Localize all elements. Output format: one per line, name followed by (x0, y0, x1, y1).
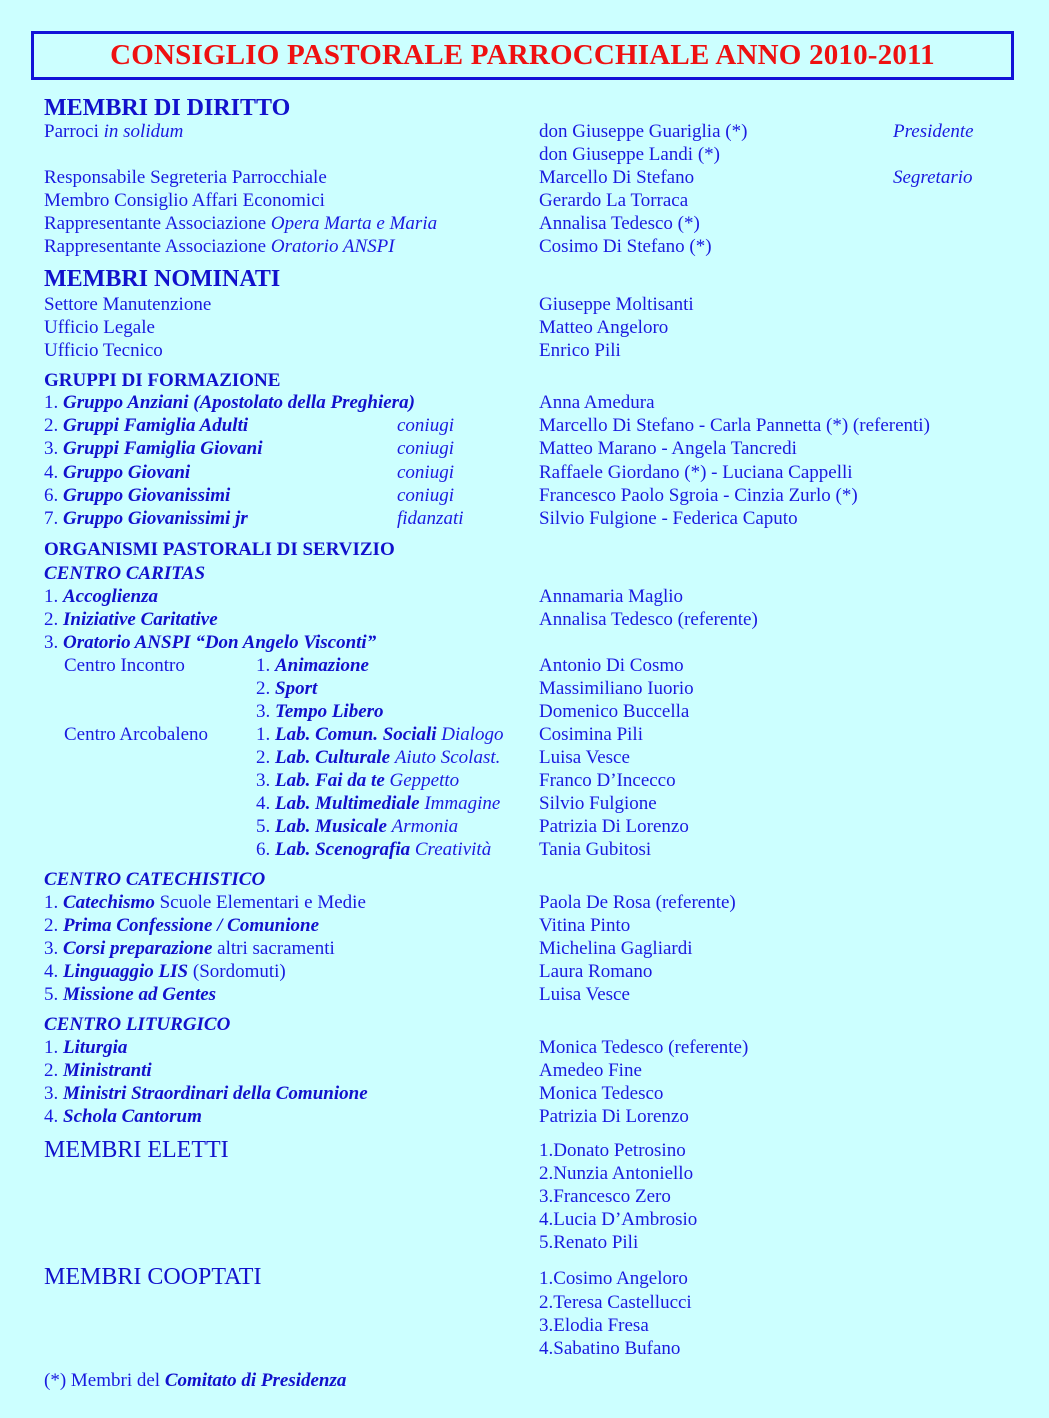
section-heading-eletti: MEMBRI ELETTI (44, 1137, 229, 1163)
section-heading-organismi: ORGANISMI PASTORALI DI SERVIZIO (44, 539, 395, 560)
section-heading-formazione: GRUPPI DI FORMAZIONE (44, 370, 281, 391)
section-heading-nominati: MEMBRI NOMINATI (44, 266, 281, 292)
subsection-heading-liturgico: CENTRO LITURGICO (44, 1014, 231, 1035)
section-heading-diritto: MEMBRI DI DIRITTO (44, 95, 291, 121)
subsection-heading-caritas: CENTRO CARITAS (44, 563, 206, 584)
section-heading-cooptati: MEMBRI COOPTATI (44, 1264, 262, 1290)
title-box (31, 31, 1014, 80)
subsection-heading-catechistico: CENTRO CATECHISTICO (44, 869, 266, 890)
page-title: CONSIGLIO PASTORALE PARROCCHIALE ANNO 2010-2011 (110, 39, 935, 71)
